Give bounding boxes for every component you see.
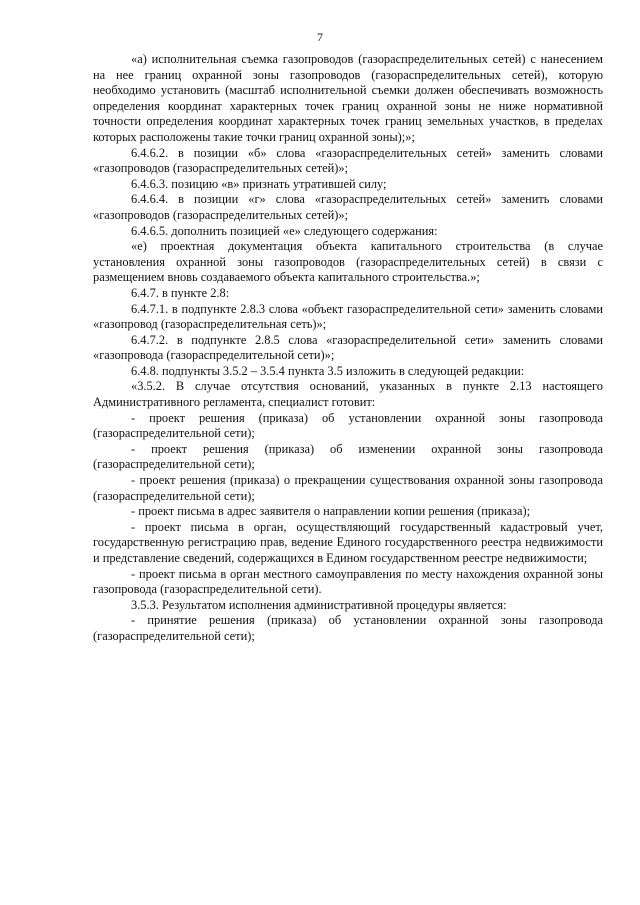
document-body: [93, 52, 603, 645]
paragraph: «е) проектная документация объекта капитального строительства (в случае установления охранной зоны газопроводов (газораспределительных сетей) в связи с размещением вновь создаваемого объекта капитального строительства.»;: [93, 239, 603, 285]
paragraph: 6.4.6.4. в позиции «г» слова «газораспределительных сетей» заменить словами «газопроводов (газораспределительных сетей)»;: [93, 192, 603, 222]
list-item: - проект решения (приказа) об изменении охранной зоны газопровода (газораспределительной сети);: [93, 441, 603, 472]
paragraph: 6.4.7.1. в подпункте 2.8.3 слова «объект газораспределительной сети» заменить словами «газопровод (газораспределительная сеть)»;: [93, 301, 603, 332]
paragraph: 3.5.3. Результатом исполнения административной процедуры является:: [131, 597, 507, 612]
paragraph: 6.4.6.2. в позиции «б» слова «газораспределительных сетей» заменить словами «газопроводов (газораспределительных сетей)»;: [93, 145, 603, 176]
list-item: - принятие решения (приказа) об установлении охранной зоны газопровода (газораспределительной сети);: [93, 613, 603, 643]
list-item: - проект письма в адрес заявителя о направлении копии решения (приказа);: [131, 504, 531, 519]
paragraph: «3.5.2. В случае отсутствия оснований, указанных в пункте 2.13 настоящего Административного регламента, специалист готовит:: [93, 379, 603, 410]
paragraph: «а) исполнительная съемка газопроводов (газораспределительных сетей) с нанесением на нее границ охранной зоны газопроводов (газораспределительных сетей), которую необходимо установить (масштаб исполнительной съемки должен обеспечивать возможность определения координат характерных точек границ охранной зоны не ниже нормативной точности определения координат характерных точек границ земельных участков, в пределах которых расположены такие точки границ охранной зоны);»;: [93, 52, 603, 144]
paragraph: 6.4.7.2. в подпункте 2.8.5 слова «газораспределительной сети» заменить словами «газопровода (газораспределительной сети)»;: [93, 332, 603, 363]
list-item: - проект письма в орган, осуществляющий государственный кадастровый учет, государственную регистрацию прав, ведение Единого государственного реестра недвижимости и представление сведений, содержащихся в Едином государственном реестре недвижимости;: [93, 519, 603, 565]
paragraph: 6.4.6.5. дополнить позицией «е» следующего содержания:: [131, 223, 438, 238]
paragraph: 6.4.6.3. позицию «в» признать утратившей силу;: [131, 176, 387, 191]
list-item: - проект решения (приказа) о прекращении существования охранной зоны газопровода (газораспределительной сети);: [93, 473, 603, 503]
list-item: - проект решения (приказа) об установлении охранной зоны газопровода (газораспределительной сети);: [93, 410, 603, 441]
paragraph: 6.4.7. в пункте 2.8:: [131, 285, 230, 300]
list-item: - проект письма в орган местного самоуправления по месту нахождения охранной зоны газопровода (газораспределительной сети).: [93, 566, 603, 597]
page-number: 7: [317, 30, 323, 44]
paragraph: 6.4.8. подпункты 3.5.2 – 3.5.4 пункта 3.5 изложить в следующей редакции:: [131, 363, 525, 378]
